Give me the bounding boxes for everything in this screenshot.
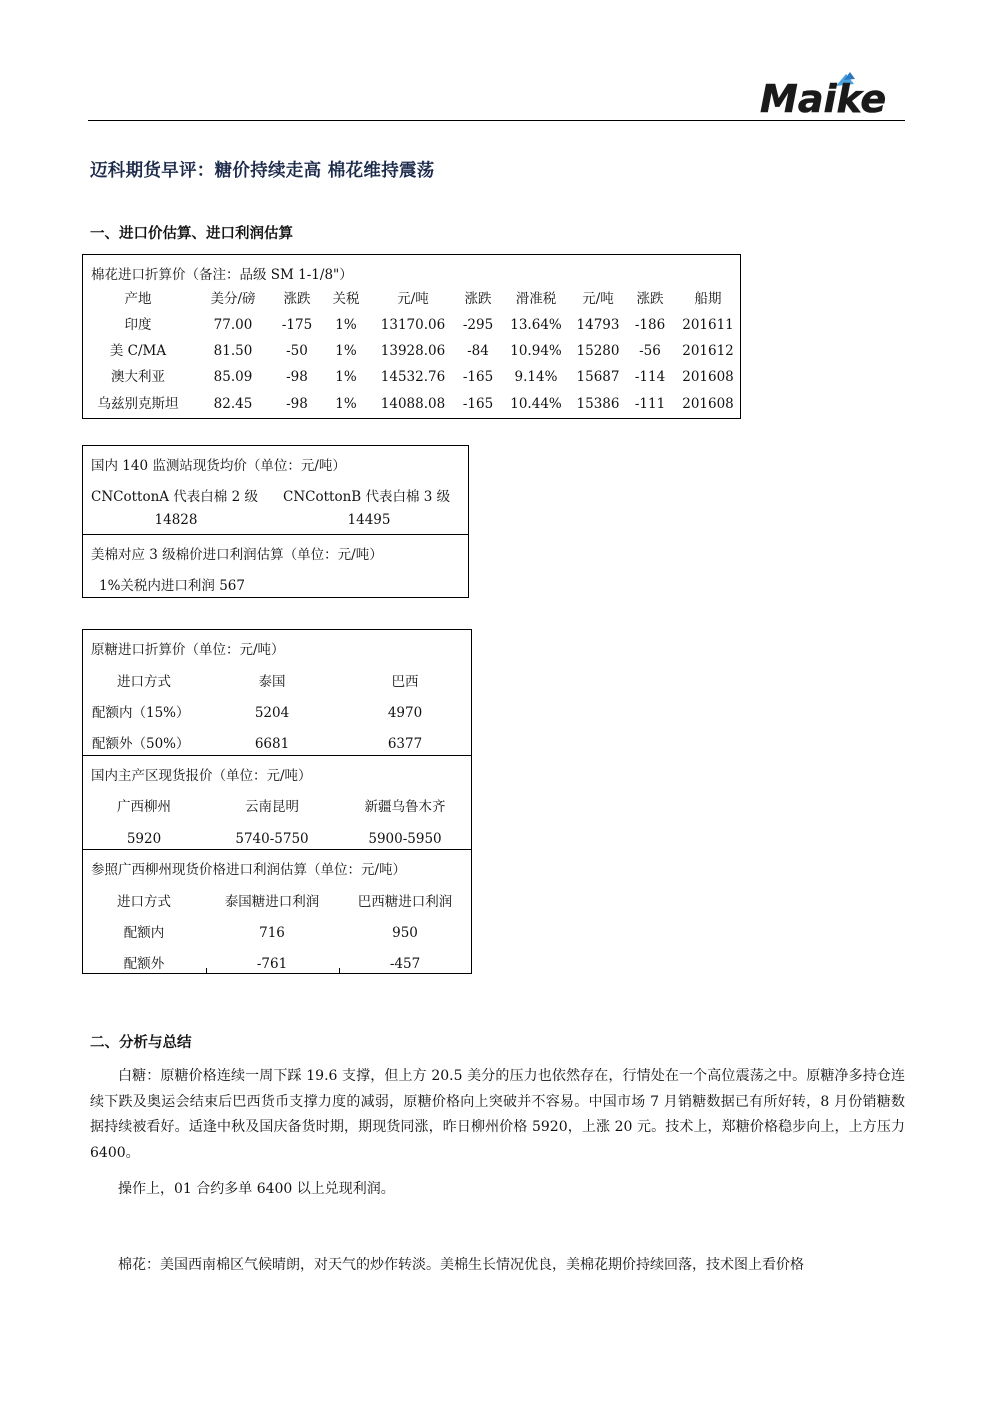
table-cell: 美 C/MA [109, 343, 167, 359]
table-cell: 13928.06 [380, 343, 446, 359]
cncotton-b-label: CNCottonB 代表白棉 3 级 [283, 489, 451, 505]
table-cell: -457 [389, 956, 421, 972]
sugar-operation-paragraph: 操作上，01 合约多单 6400 以上兑现利润。 [118, 1181, 395, 1197]
sugar-analysis-paragraph: 白糖：原糖价格连续一周下踩 19.6 支撑，但上方 20.5 美分的压力也依然存在，行情处在一个高位震荡之中。原糖净多持仓连续下跌及奥运会结束后巴西货币支撑力度的减弱，原糖价格向上突破并不容易。中国市场 7 月销糖数据已有所好转，8 月份销糖数据持续被看好。适逢中秋及国庆备货时期，期现货同涨，昨日柳州价格 5920，上涨 20 元。技术上，郑糖价格稳步向上，上方压力 6400。 [90, 1068, 905, 1161]
table-cell: 配额外 [123, 956, 165, 972]
sugar-table [82, 629, 472, 974]
table-cell: -295 [462, 317, 494, 333]
table-cell: 14793 [576, 317, 620, 333]
table-cell: 950 [392, 925, 418, 941]
table-cell: -186 [634, 317, 666, 333]
header-rule [88, 120, 905, 121]
col-header: 云南昆明 [245, 799, 299, 815]
table-cell: -84 [467, 343, 489, 359]
col-header: 船期 [694, 291, 722, 307]
cotton-profit-line: 1%关税内进口利润 567 [99, 578, 245, 594]
table-cell: 14088.08 [380, 396, 446, 412]
col-header: 元/吨 [582, 291, 614, 307]
domestic-cotton-table [82, 445, 469, 598]
table-cell: 77.00 [213, 317, 253, 333]
col-header: 广西柳州 [117, 799, 171, 815]
table-cell: 6681 [254, 736, 290, 752]
table-cell: 13170.06 [380, 317, 446, 333]
col-header: 进口方式 [117, 894, 171, 910]
table-cell: -761 [256, 956, 288, 972]
domestic-cotton-caption: 国内 140 监测站现货均价（单位：元/吨） [91, 458, 346, 474]
sugar-profit-caption: 参照广西柳州现货价格进口利润估算（单位：元/吨） [91, 862, 407, 878]
col-header: 泰国 [258, 674, 286, 690]
col-header: 巴西糖进口利润 [357, 894, 453, 910]
cotton-import-caption: 棉花进口折算价（备注：品级 SM 1-1/8"） [91, 267, 353, 283]
table-cell: 201608 [682, 369, 734, 385]
table-cell: 15280 [576, 343, 620, 359]
table-cell: 14532.76 [380, 369, 446, 385]
table-cell: 716 [259, 925, 285, 941]
table-cell: 10.44% [510, 396, 562, 412]
col-header: 巴西 [391, 674, 419, 690]
table-cell: 1% [335, 369, 357, 385]
table-cell: -111 [634, 396, 666, 412]
table-cell: -165 [462, 396, 494, 412]
section2-heading: 二、分析与总结 [90, 1035, 192, 1051]
col-header: 涨跌 [636, 291, 664, 307]
maike-logo [758, 70, 898, 120]
table-cell: 85.09 [213, 369, 253, 385]
col-header: 进口方式 [117, 674, 171, 690]
col-header: 滑准税 [515, 291, 557, 307]
section1-heading: 一、进口价估算、进口利润估算 [90, 226, 293, 242]
logo-text: Maike [760, 77, 887, 120]
table-cell: -50 [286, 343, 308, 359]
col-header: 涨跌 [464, 291, 492, 307]
table-cell: 5740-5750 [235, 831, 309, 847]
table-cell: 印度 [124, 317, 152, 333]
table-cell: 5920 [126, 831, 162, 847]
table-cell: 6377 [387, 736, 423, 752]
col-header: 产地 [124, 291, 152, 307]
cotton-import-table [82, 254, 741, 419]
table-cell: 配额内（15%） [92, 705, 190, 721]
table-cell: -98 [286, 369, 308, 385]
table-cell: -175 [281, 317, 313, 333]
cotton-profit-caption: 美棉对应 3 级棉价进口利润估算（单位：元/吨） [91, 547, 383, 563]
table-cell: 201608 [682, 396, 734, 412]
table-cell: -114 [634, 369, 666, 385]
table-cell: 10.94% [510, 343, 562, 359]
table-cell: 澳大利亚 [111, 369, 165, 385]
table-cell: 1% [335, 317, 357, 333]
col-header: 涨跌 [283, 291, 311, 307]
table-cell: 82.45 [213, 396, 253, 412]
table-cell: 5204 [254, 705, 290, 721]
sugar-import-caption: 原糖进口折算价（单位：元/吨） [91, 642, 285, 658]
col-header: 泰国糖进口利润 [224, 894, 320, 910]
sugar-spot-caption: 国内主产区现货报价（单位：元/吨） [91, 768, 312, 784]
cncotton-b-value: 14495 [347, 512, 391, 528]
cotton-analysis-paragraph: 棉花：美国西南棉区气候晴朗，对天气的炒作转淡。美棉生长情况优良，美棉花期价持续回落，技术图上看价格 [118, 1257, 804, 1273]
table-cell: -165 [462, 369, 494, 385]
table-cell: -98 [286, 396, 308, 412]
col-header: 新疆乌鲁木齐 [364, 799, 446, 815]
table-cell: 配额内 [123, 925, 165, 941]
table-cell: 81.50 [213, 343, 253, 359]
page-title: 迈科期货早评：糖价持续走高 棉花维持震荡 [90, 161, 435, 181]
table-cell: 201612 [682, 343, 734, 359]
table-cell: 15687 [576, 369, 620, 385]
table-cell: 15386 [576, 396, 620, 412]
table-cell: -56 [639, 343, 661, 359]
table-cell: 乌兹别克斯坦 [97, 396, 179, 412]
table-cell: 13.64% [510, 317, 562, 333]
table-cell: 201611 [682, 317, 734, 333]
table-cell: 9.14% [514, 369, 558, 385]
table-cell: 5900-5950 [368, 831, 442, 847]
col-header: 美分/磅 [210, 291, 256, 307]
col-header: 元/吨 [397, 291, 429, 307]
table-cell: 4970 [387, 705, 423, 721]
cncotton-a-label: CNCottonA 代表白棉 2 级 [91, 489, 258, 505]
cncotton-a-value: 14828 [154, 512, 198, 528]
col-header: 关税 [332, 291, 360, 307]
table-cell: 1% [335, 343, 357, 359]
table-cell: 配额外（50%） [92, 736, 190, 752]
table-cell: 1% [335, 396, 357, 412]
